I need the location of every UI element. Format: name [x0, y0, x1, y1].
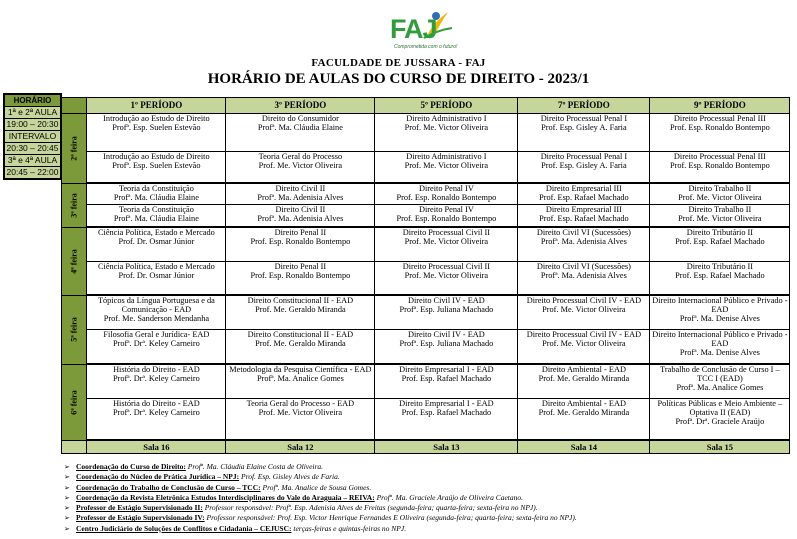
- professor-name: Prof. Me. Victor Oliveira: [542, 305, 626, 314]
- class-cell: [87, 183, 226, 205]
- period-header: 7º PERÍODO: [518, 98, 650, 114]
- logo-tagline: Comprometida com o futuro!: [394, 44, 458, 50]
- schedule-row: [62, 262, 790, 296]
- professor-name: Prof. Me. Victor Oliveira: [404, 237, 489, 246]
- class-cell: [518, 227, 650, 262]
- class-cell: [650, 114, 790, 152]
- subject-name: Direito Processual Civil II: [402, 228, 491, 237]
- note-label: Coordenação da Revista Eletrônica Estudos Interdisciplinares do Vale do Araguaia – REIVA:: [76, 492, 375, 502]
- class-cell: [226, 364, 375, 399]
- professor-name: Profª. Ma. Adenisia Alves: [540, 237, 627, 246]
- class-cell: [375, 364, 518, 399]
- period-header: 3º PERÍODO: [226, 98, 375, 114]
- weekday-label: 4ª feira: [69, 248, 79, 274]
- professor-name: Prof. Me. Victor Oliveira: [678, 214, 762, 223]
- page-title: HORÁRIO DE AULAS DO CURSO DE DIREITO - 2023/1: [207, 71, 590, 87]
- professor-name: Prof. Me. Geraldo Miranda: [538, 408, 630, 417]
- professor-name: Profª. Ma. Analice Gomes: [676, 383, 764, 392]
- horario-slot-time: 20:30 – 20:45: [6, 143, 59, 153]
- subject-name: Introdução ao Estudo de Direito: [103, 152, 210, 161]
- class-cell: [650, 183, 790, 205]
- subject-name: Direito Processual Civil IV - EAD: [526, 296, 642, 305]
- class-cell: [650, 295, 790, 330]
- schedule-row: [62, 330, 790, 365]
- note-item: [64, 503, 794, 513]
- professor-name: Prof. Esp. Gisley A. Faria: [541, 123, 627, 132]
- class-cell: [87, 330, 226, 365]
- subject-name: Teoria da Constituição: [118, 184, 194, 193]
- schedule-row: [62, 152, 790, 184]
- class-cell: [518, 114, 650, 152]
- subject-name: Direito Civil IV - EAD: [407, 330, 485, 339]
- note-label: Professor de Estágio Supervisionado IV:: [76, 513, 205, 523]
- class-cell: [375, 330, 518, 365]
- professor-name: Profª. Drª. Graciele Araújo: [675, 417, 765, 426]
- class-cell: [87, 205, 226, 228]
- note-label: Professor de Estágio Supervisionado II:: [76, 503, 203, 513]
- class-cell: [375, 262, 518, 296]
- class-cell: [375, 114, 518, 152]
- note-value: terças-feiras e quintas-feiras no NPJ.: [293, 523, 407, 533]
- subject-name: Direito Administrativo I: [406, 114, 487, 123]
- subject-name: Políticas Públicas e Meio Ambiente – Optativa II (EAD): [657, 399, 783, 417]
- corner-cell: [62, 98, 87, 114]
- horario-slot-time: 20:45 – 22:00: [6, 167, 59, 177]
- class-cell: [518, 262, 650, 296]
- faculty-name: FACULDADE DE JUSSARA - FAJ: [311, 57, 486, 69]
- professor-name: Prof. Esp. Rafael Machado: [539, 193, 629, 202]
- class-cell: [518, 399, 650, 441]
- room-label: Sala 15: [650, 440, 790, 454]
- faj-logo: [388, 4, 458, 52]
- class-cell: [226, 399, 375, 441]
- weekday-label: 2ª feira: [69, 136, 79, 161]
- room-label: Sala 12: [226, 440, 375, 454]
- subject-name: Direito Civil II: [275, 184, 326, 193]
- subject-name: Ciência Política, Estado e Mercado: [97, 262, 215, 271]
- note-value: Prof. Esp. Gisley Alves de Faria.: [240, 472, 340, 482]
- professor-name: Profª. Drª. Keley Carneiro: [112, 374, 200, 383]
- period-header: 5º PERÍODO: [375, 98, 518, 114]
- period-header-row: [62, 98, 790, 114]
- weekday-label: 6ª feira: [69, 389, 79, 415]
- class-cell: [87, 295, 226, 330]
- subject-name: Tópicos da Língua Portuguesa e da Comunicação - EAD: [97, 296, 215, 314]
- subject-name: Direito Empresarial I - EAD: [399, 365, 494, 374]
- subject-name: Direito Administrativo I: [406, 152, 487, 161]
- professor-name: Profª. Drª. Keley Carneiro: [112, 408, 200, 417]
- arrow-bullet-icon: ➢: [64, 473, 70, 482]
- professor-name: Prof. Me. Victor Oliveira: [542, 339, 626, 348]
- class-cell: [87, 114, 226, 152]
- weekday-cell: [62, 364, 87, 440]
- room-label: Sala 13: [375, 440, 518, 454]
- professor-name: Profª. Ma. Cláudia Elaine: [257, 123, 343, 132]
- class-cell: [650, 399, 790, 441]
- professor-name: Prof. Dr. Osmar Júnior: [118, 271, 195, 280]
- subject-name: Direito Constitucional II - EAD: [247, 330, 354, 339]
- class-cell: [87, 399, 226, 441]
- horario-slot-label: 3ª e 4ª AULA: [5, 155, 60, 167]
- class-cell: [518, 183, 650, 205]
- subject-name: Direito Penal IV: [418, 184, 474, 193]
- class-cell: [650, 227, 790, 262]
- subject-name: Direito Processual Civil IV - EAD: [526, 330, 642, 339]
- professor-name: Prof. Me. Victor Oliveira: [258, 161, 343, 170]
- professor-name: Profª. Ma. Analice Gomes: [256, 374, 344, 383]
- class-cell: [226, 262, 375, 296]
- professor-name: Profª. Ma. Adenisia Alves: [257, 214, 344, 223]
- coordination-notes: [64, 462, 794, 534]
- professor-name: Profª. Ma. Denise Alves: [679, 348, 760, 357]
- room-row: [62, 440, 790, 454]
- class-cell: [375, 205, 518, 228]
- weekday-cell: [62, 114, 87, 184]
- class-cell: [650, 262, 790, 296]
- professor-name: Prof. Esp. Ronaldo Bontempo: [669, 161, 770, 170]
- professor-name: Prof. Esp. Rafael Machado: [675, 271, 765, 280]
- professor-name: Prof. Esp. Rafael Machado: [539, 214, 629, 223]
- note-value: Profª. Ma. Analice de Sousa Gomes.: [262, 482, 372, 492]
- professor-name: Profª. Ma. Denise Alves: [679, 314, 760, 323]
- professor-name: Prof. Esp. Rafael Machado: [675, 237, 765, 246]
- subject-name: Direito Empresarial I - EAD: [399, 399, 494, 408]
- class-cell: [87, 262, 226, 296]
- period-header: 9º PERÍODO: [650, 98, 790, 114]
- professor-name: Profª. Ma. Adenisia Alves: [257, 193, 344, 202]
- professor-name: Prof. Esp. Gisley A. Faria: [541, 161, 627, 170]
- note-value: Profª. Ma. Graciele Araújo de Oliveira Caetano.: [376, 492, 524, 502]
- room-row-corner: [62, 440, 87, 454]
- class-cell: [518, 330, 650, 365]
- schedule-row: [62, 295, 790, 330]
- schedule-table: [61, 97, 790, 454]
- note-item: [64, 513, 794, 523]
- subject-name: Direito Ambiental - EAD: [541, 399, 626, 408]
- class-cell: [518, 205, 650, 228]
- professor-name: Prof. Me. Geraldo Miranda: [538, 374, 630, 383]
- horario-slot-label: INTERVALO: [5, 131, 60, 143]
- professor-name: Profª. Esp. Suelen Estevão: [112, 161, 201, 170]
- arrow-bullet-icon: ➢: [64, 514, 70, 523]
- weekday-label: 5ª feira: [69, 317, 79, 342]
- class-cell: [375, 295, 518, 330]
- subject-name: Direito Penal IV: [418, 205, 474, 214]
- schedule-row: [62, 183, 790, 205]
- professor-name: Prof. Esp. Rafael Machado: [401, 408, 492, 417]
- subject-name: Direito Internacional Público e Privado - EAD: [652, 330, 788, 348]
- class-cell: [518, 295, 650, 330]
- horario-panel: [3, 93, 62, 180]
- class-cell: [226, 295, 375, 330]
- arrow-bullet-icon: ➢: [64, 463, 70, 471]
- subject-name: Teoria Geral do Processo: [258, 152, 343, 161]
- subject-name: Direito Ambiental - EAD: [541, 365, 626, 374]
- note-label: Centro Judiciário de Soluções de Conflitos e Cidadania – CEJUSC:: [76, 523, 292, 533]
- professor-name: Prof. Esp. Ronaldo Bontempo: [396, 193, 497, 202]
- schedule-row: [62, 227, 790, 262]
- subject-name: Trabalho de Conclusão de Curso I – TCC I (EAD): [660, 365, 780, 383]
- class-cell: [87, 152, 226, 184]
- subject-name: Direito Civil II: [275, 205, 326, 214]
- class-cell: [518, 152, 650, 184]
- subject-name: Ciência Política, Estado e Mercado: [97, 228, 215, 237]
- professor-name: Profª. Esp. Suelen Estevão: [112, 123, 201, 132]
- note-item: [64, 462, 794, 472]
- note-label: Coordenação do Núcleo de Prática Jurídica – NPJ:: [76, 472, 240, 482]
- subject-name: Direito Civil IV - EAD: [407, 296, 485, 305]
- weekday-cell: [62, 183, 87, 227]
- professor-name: Prof. Esp. Ronaldo Bontempo: [250, 237, 351, 246]
- professor-name: Prof. Me. Victor Oliveira: [404, 161, 489, 170]
- class-cell: [518, 364, 650, 399]
- schedule-row: [62, 364, 790, 399]
- subject-name: Direito Constitucional II - EAD: [247, 296, 354, 305]
- professor-name: Prof. Me. Victor Oliveira: [678, 193, 762, 202]
- professor-name: Prof. Me. Victor Oliveira: [258, 408, 343, 417]
- professor-name: Prof. Me. Geraldo Miranda: [255, 305, 346, 314]
- weekday-cell: [62, 295, 87, 364]
- class-cell: [650, 364, 790, 399]
- subject-name: Direito Empresarial III: [545, 205, 622, 214]
- professor-name: Prof. Esp. Ronaldo Bontempo: [250, 271, 351, 280]
- note-label: Coordenação do Curso de Direito:: [76, 462, 186, 471]
- horario-heading: HORÁRIO: [5, 95, 60, 107]
- class-cell: [375, 399, 518, 441]
- professor-name: Profª. Ma. Cláudia Elaine: [113, 193, 199, 202]
- professor-name: Profª. Ma. Adenisia Alves: [540, 271, 627, 280]
- class-cell: [226, 227, 375, 262]
- class-cell: [226, 114, 375, 152]
- professor-name: Prof. Me. Geraldo Miranda: [255, 339, 346, 348]
- note-value: Professor responsável: Profª. Esp. Adenisia Alves de Freitas (segunda-feira; quarta-feira; sexta-feira no NPJ).: [204, 503, 538, 513]
- subject-name: Direito Processual Penal III: [673, 152, 766, 161]
- note-item: [64, 472, 794, 482]
- room-label: Sala 14: [518, 440, 650, 454]
- arrow-bullet-icon: ➢: [64, 524, 70, 533]
- note-label: Coordenação do Trabalho de Conclusão de Curso – TCC:: [76, 482, 261, 492]
- arrow-bullet-icon: ➢: [64, 504, 70, 513]
- professor-name: Prof. Esp. Ronaldo Bontempo: [669, 123, 770, 132]
- class-cell: [87, 364, 226, 399]
- class-cell: [226, 205, 375, 228]
- subject-name: Direito Empresarial III: [545, 184, 622, 193]
- class-cell: [375, 183, 518, 205]
- class-cell: [226, 152, 375, 184]
- subject-name: Direito Processual Penal I: [540, 114, 628, 123]
- class-cell: [226, 330, 375, 365]
- professor-name: Prof. Me. Victor Oliveira: [404, 271, 489, 280]
- horario-slot-time: 19:00 – 20:30: [6, 119, 59, 129]
- note-item: [64, 524, 794, 534]
- professor-name: Prof. Me. Victor Oliveira: [404, 123, 489, 132]
- weekday-label: 3ª feira: [69, 192, 79, 218]
- professor-name: Prof. Me. Sanderson Mendanha: [103, 314, 210, 323]
- class-cell: [375, 227, 518, 262]
- subject-name: Direito Processual Penal III: [673, 114, 766, 123]
- subject-name: História do Direito - EAD: [113, 399, 200, 408]
- weekday-cell: [62, 227, 87, 295]
- class-cell: [226, 183, 375, 205]
- note-value: Professor responsável: Prof. Esp. Victor Henrique Fernandes E Oliveira (segunda-feira; quarta-feira; sexta-feira no NPJ).: [206, 513, 577, 523]
- professor-name: Prof. Esp. Rafael Machado: [401, 374, 492, 383]
- note-item: [64, 483, 794, 493]
- subject-name: Teoria da Constituição: [118, 205, 194, 214]
- note-item: [64, 493, 794, 503]
- subject-name: Teoria Geral do Processo - EAD: [246, 399, 355, 408]
- horario-slot-label: 1ª e 2ª AULA: [5, 107, 60, 119]
- class-cell: [650, 205, 790, 228]
- subject-name: Direito Civil VI (Sucessões): [536, 228, 631, 237]
- subject-name: História do Direito - EAD: [113, 365, 200, 374]
- schedule-row: [62, 205, 790, 228]
- subject-name: Direito Processual Civil II: [402, 262, 491, 271]
- professor-name: Profª. Esp. Juliana Machado: [399, 305, 494, 314]
- class-cell: [87, 227, 226, 262]
- subject-name: Direito Tributário II: [686, 228, 754, 237]
- schedule-row: [62, 114, 790, 152]
- professor-name: Profª. Drª. Keley Carneiro: [112, 339, 200, 348]
- subject-name: Direito do Consumidor: [261, 114, 339, 123]
- subject-name: Direito Trabalho II: [688, 205, 752, 214]
- subject-name: Direito Civil VI (Sucessões): [536, 262, 631, 271]
- subject-name: Direito Penal II: [274, 228, 327, 237]
- period-header: 1º PERÍODO: [87, 98, 226, 114]
- logo-text: FAJ: [390, 14, 437, 44]
- subject-name: Metodologia da Pesquisa Científica - EAD: [229, 365, 372, 374]
- class-cell: [650, 152, 790, 184]
- subject-name: Direito Tributário II: [686, 262, 754, 271]
- subject-name: Introdução ao Estudo de Direito: [103, 114, 210, 123]
- professor-name: Profª. Ma. Cláudia Elaine: [113, 214, 199, 223]
- arrow-bullet-icon: ➢: [64, 483, 70, 492]
- schedule-row: [62, 399, 790, 441]
- professor-name: Prof. Esp. Ronaldo Bontempo: [396, 214, 497, 223]
- subject-name: Direito Penal II: [274, 262, 327, 271]
- subject-name: Direito Internacional Público e Privado - EAD: [652, 296, 788, 314]
- note-value: Profª. Ma. Cláudia Elaine Costa de Oliveira.: [187, 462, 324, 471]
- professor-name: Profª. Esp. Juliana Machado: [399, 339, 494, 348]
- class-cell: [650, 330, 790, 365]
- class-cell: [375, 152, 518, 184]
- subject-name: Direito Processual Penal I: [540, 152, 628, 161]
- arrow-bullet-icon: ➢: [64, 493, 70, 502]
- room-label: Sala 16: [87, 440, 226, 454]
- subject-name: Direito Trabalho II: [688, 184, 752, 193]
- professor-name: Prof. Dr. Osmar Júnior: [118, 237, 195, 246]
- subject-name: Filosofia Geral e Jurídica- EAD: [103, 330, 210, 339]
